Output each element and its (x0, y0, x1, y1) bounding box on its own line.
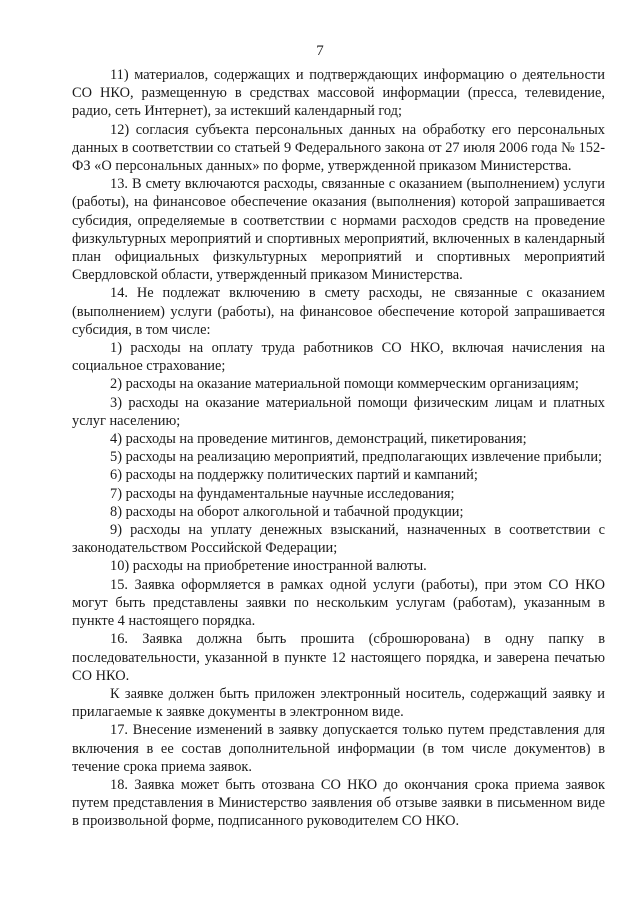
list-item-expense-9: 9) расходы на уплату денежных взысканий, назначенных в соответствии с законодательством Российской Федерации; (72, 522, 605, 557)
paragraph-section-17: 17. Внесение изменений в заявку допускается только путем представления для включения в ее состав дополнительной информации (в том числе документов) в течение срока приема заявок. (72, 722, 605, 775)
list-item-expense-3: 3) расходы на оказание материальной помощи физическим лицам и платных услуг населению; (72, 394, 605, 429)
paragraph-section-15: 15. Заявка оформляется в рамках одной услуги (работы), при этом СО НКО могут быть представлены заявки по нескольким услугам (работам), указанным в пункте 4 настоящего порядка. (72, 576, 605, 630)
paragraph-section-14: 14. Не подлежат включению в смету расходы, не связанные с оказанием (выполнением) услуги (работы), на финансовое обеспечение которой запрашивается субсидия, в том числе: (72, 285, 605, 338)
list-item-expense-10: 10) расходы на приобретение иностранной валюты. (110, 558, 427, 575)
document-body (72, 66, 605, 831)
paragraph-item-11: 11) материалов, содержащих и подтверждающих информацию о деятельности СО НКО, размещенную в средствах массовой информации (пресса, телевидение, радио, сеть Интернет), за истекший календарный год; (72, 67, 605, 120)
paragraph-section-13: 13. В смету включаются расходы, связанные с оказанием (выполнением) услуги (работы), на финансовое обеспечение оказания (выполнения) которой запрашивается субсидия, определяемые в соответствии с нормами расходов средств на проведение физкультурных мероприятий и спортивных мероприятий, включенных в календарный план официальных физкультурных мероприятий и спортивных мероприятий Свердловской области, утвержденный приказом Министерства. (72, 176, 605, 284)
paragraph-section-16: 16. Заявка должна быть прошита (сброшюрована) в одну папку в последовательности, указанной в пункте 12 настоящего порядка, и заверена печатью СО НКО. (72, 631, 605, 684)
list-item-expense-5: 5) расходы на реализацию мероприятий, предполагающих извлечение прибыли; (110, 449, 603, 466)
list-item-expense-2: 2) расходы на оказание материальной помощи коммерческим организациям; (110, 376, 579, 393)
list-item-expense-6: 6) расходы на поддержку политических партий и кампаний; (110, 467, 478, 484)
list-item-expense-7: 7) расходы на фундаментальные научные исследования; (110, 485, 455, 502)
paragraph-section-18: 18. Заявка может быть отозвана СО НКО до окончания срока приема заявок путем представления в Министерство заявления об отзыве заявки в письменном виде в произвольной форме, подписанного руководителем СО НКО. (72, 776, 605, 830)
list-item-expense-1: 1) расходы на оплату труда работников СО НКО, включая начисления на социальное страхование; (72, 340, 605, 375)
paragraph-electronic-media: К заявке должен быть приложен электронный носитель, содержащий заявку и прилагаемые к заявке документы в электронном виде. (72, 685, 605, 721)
page-number: 7 (316, 43, 324, 59)
paragraph-item-12: 12) согласия субъекта персональных данных на обработку его персональных данных в соответствии со статьей 9 Федерального закона от 27 июля 2006 года № 152-ФЗ «О персональных данных» по форме, утвержденной приказом Министерства. (72, 121, 605, 175)
list-item-expense-8: 8) расходы на оборот алкогольной и табачной продукции; (110, 503, 464, 520)
list-item-expense-4: 4) расходы на проведение митингов, демонстраций, пикетирования; (110, 431, 527, 448)
